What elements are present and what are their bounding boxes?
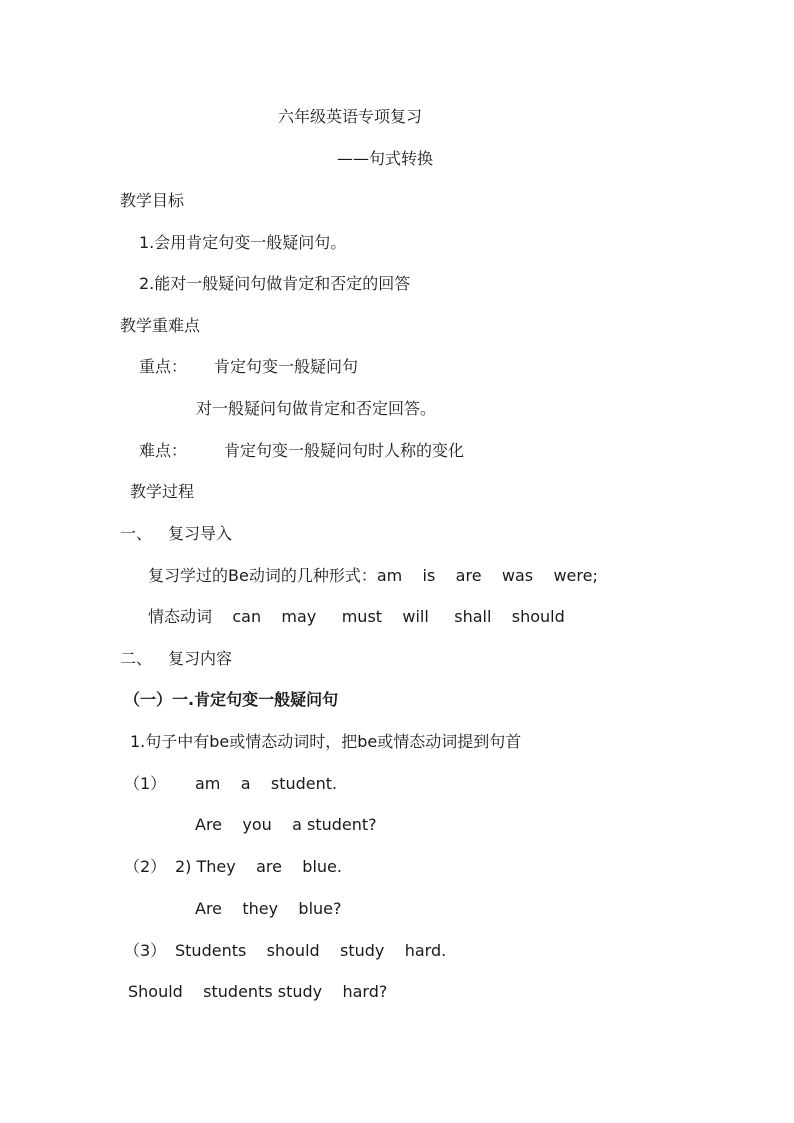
- example-2-number: （2）: [124, 857, 167, 876]
- key-points-heading: 教学重难点: [120, 316, 201, 335]
- example-1-question: Are you a student?: [195, 815, 377, 834]
- section-1-title: 复习导入: [168, 524, 233, 543]
- document-title: 六年级英语专项复习: [278, 107, 423, 126]
- objective-item-1: 1.会用肯定句变一般疑问句。: [139, 233, 347, 252]
- example-2-sentence: 2) They are blue.: [175, 857, 342, 876]
- section-2-title: 复习内容: [168, 649, 233, 668]
- objectives-heading: 教学目标: [120, 191, 185, 210]
- rule-1: 1.句子中有be或情态动词时，把be或情态动词提到句首: [130, 732, 522, 751]
- key-point-label: 重点：: [139, 357, 188, 376]
- example-1-number: （1）: [124, 774, 167, 793]
- example-2-question: Are they blue?: [195, 899, 342, 918]
- difficulty-label: 难点：: [139, 441, 188, 460]
- process-heading: 教学过程: [130, 482, 195, 501]
- document-subtitle: ——句式转换: [337, 149, 434, 168]
- objective-item-2: 2.能对一般疑问句做肯定和否定的回答: [139, 274, 411, 293]
- key-point-text-1: 肯定句变一般疑问句: [214, 357, 359, 376]
- example-3-sentence: Students should study hard.: [175, 941, 447, 960]
- review-line-1: 复习学过的Be动词的几种形式：am is are was were;: [148, 566, 598, 585]
- example-1-sentence: am a student.: [195, 774, 338, 793]
- difficulty-text: 肯定句变一般疑问句时人称的变化: [224, 441, 465, 460]
- example-3-question: Should students study hard?: [128, 982, 388, 1001]
- sub-heading: （一）一.肯定句变一般疑问句: [124, 690, 339, 709]
- key-point-text-2: 对一般疑问句做肯定和否定回答。: [196, 399, 437, 418]
- example-3-number: （3）: [124, 941, 167, 960]
- review-line-2: 情态动词 can may must will shall should: [148, 607, 565, 626]
- section-2-number: 二、: [120, 649, 153, 668]
- section-1-number: 一、: [120, 524, 153, 543]
